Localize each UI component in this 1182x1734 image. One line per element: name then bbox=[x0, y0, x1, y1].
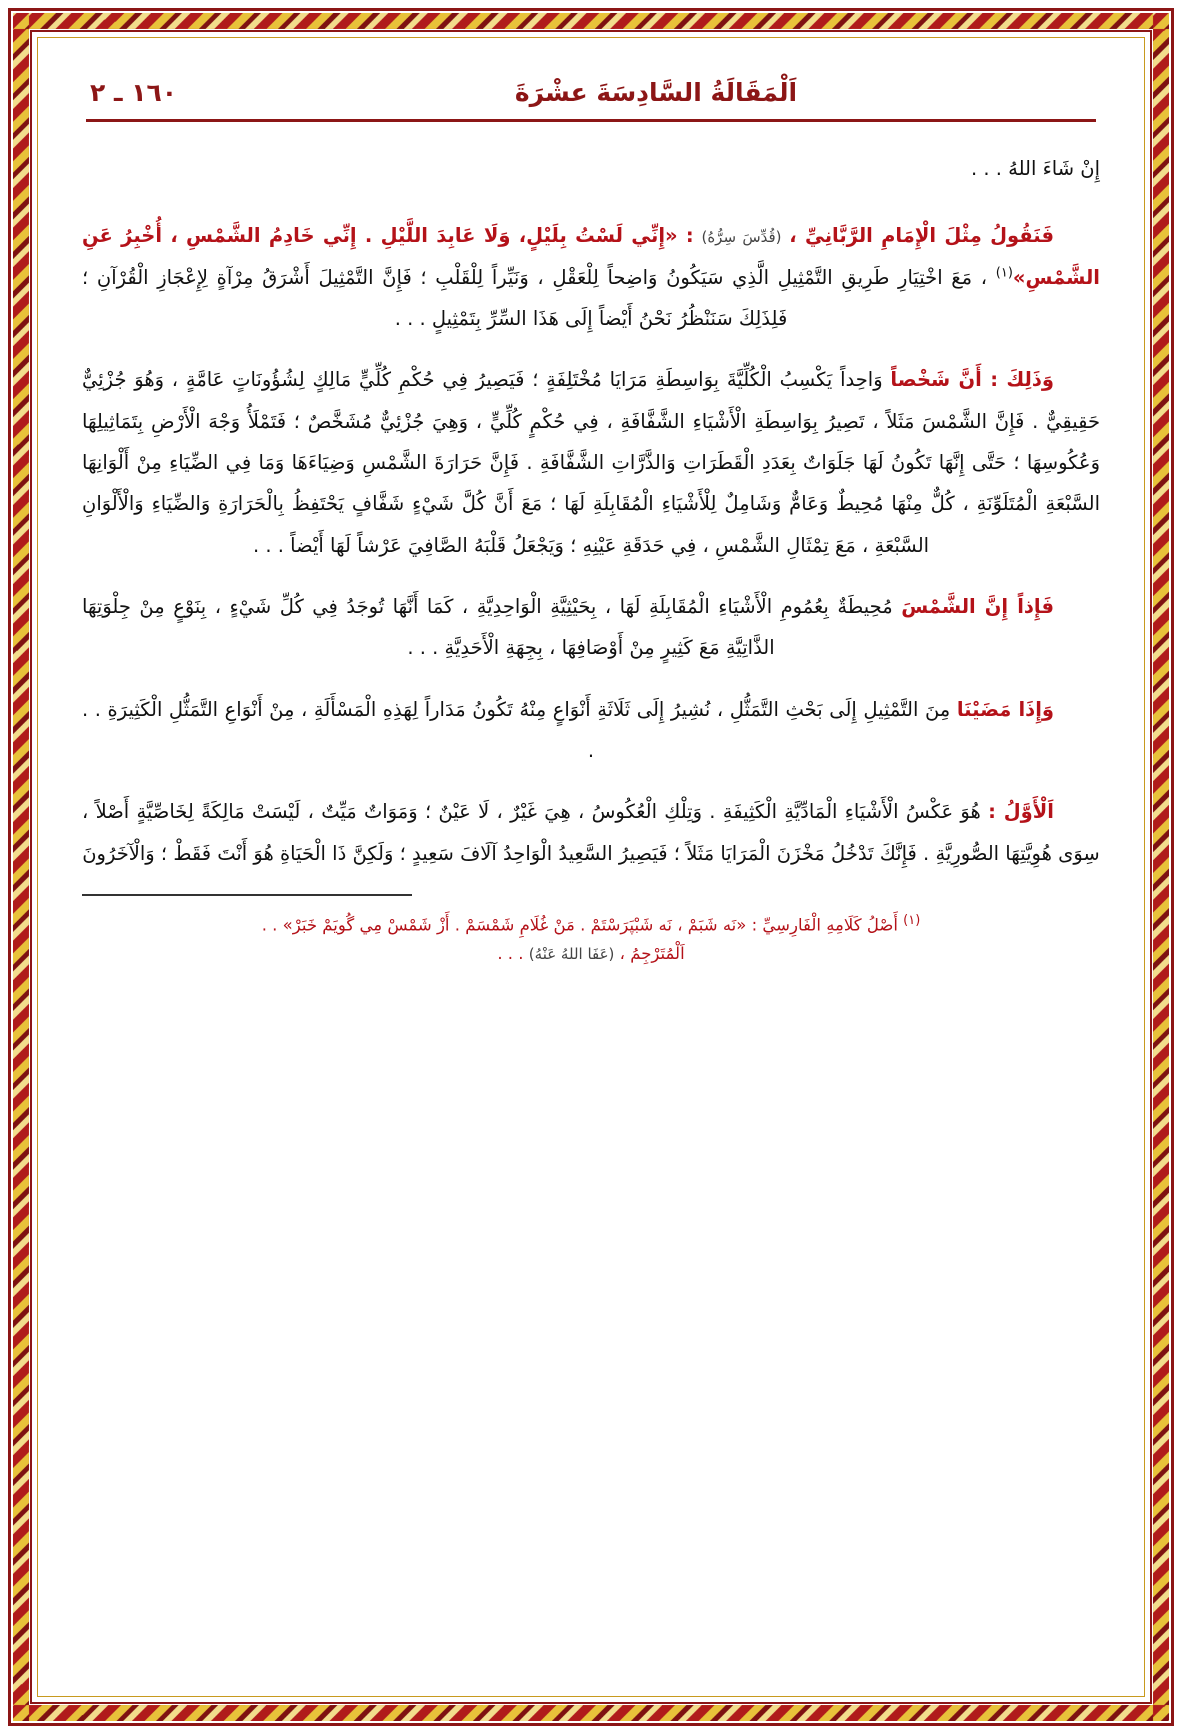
footnote-number: (١) bbox=[903, 912, 921, 928]
footnote-text: أَصْلُ كَلَامِهِ الْفَارِسِيِّ : «نَه شَبَمْ ، نَه شَبْپَرَسْتَمْ . مَنْ غُلَامِ شَمْسَمْ . أَزْ شَمْسْ مِي گُويَمْ خَبَرْ» . . bbox=[261, 915, 898, 935]
paragraph-4-lead: فَإِذاً إِنَّ الشَّمْسَ bbox=[901, 594, 1054, 618]
footnote-signature-seal: (عَفَا اللهُ عَنْهُ) bbox=[528, 944, 615, 963]
paragraph-2-lead: فَنَقُولُ مِثْلَ الْإِمَامِ الرَّبَّانِيِّ ، bbox=[789, 224, 1055, 248]
page-number: ١٦٠ ـ ٢ bbox=[90, 78, 177, 107]
paragraph-3-lead: وَذَلِكَ : أَنَّ شَخْصاً bbox=[890, 368, 1054, 392]
paragraph-4 bbox=[82, 586, 1100, 669]
body-text bbox=[82, 148, 1100, 874]
footnote-signature-name: اَلْمُتَرْجِمُ ، bbox=[619, 943, 685, 963]
page-content bbox=[46, 46, 1136, 1688]
paragraph-3-rest: وَاحِداً يَكْسِبُ الْكُلِّيَّةَ بِوَاسِطَةِ مَرَايَا مُخْتَلِفَةٍ ؛ فَيَصِيرُ فِي حُكْمِ كُلِّيٍّ مَالِكٍ لِشُؤُونَاتٍ عَامَّةٍ ، وَهُوَ جُزْئِيٌّ حَقِيقِيٌّ . فَإِنَّ الشَّمْسَ مَثَلاً ، تَصِيرُ بِوَاسِطَةِ الْأَشْيَاءِ الشَّفَّافَةِ ، فِي حُكْمٍ كُلِّيٍّ ، وَهِيَ جُزْئِيٌّ مُشَخَّصٌ ؛ فَتَمْلَأُ وَجْهَ الْأَرْضِ بِتَمَاثِيلِهَا وَعُكُوسِهَا ؛ حَتَّى إِنَّهَا تَكُونُ لَهَا جَلَوَاتٌ بِعَدَدِ الْقَطَرَاتِ وَالذَّرَّاتِ الشَّفَّافَةِ . فَإِنَّ حَرَارَةَ الشَّمْسِ وَضِيَاءَهَا وَمَا فِي الضِّيَاءِ مِنْ أَلْوَانِهَا السَّبْعَةِ الْمُتَلَوِّنَةِ ، كُلٌّ مِنْهَا مُحِيطٌ وَعَامٌّ وَشَامِلٌ لِلْأَشْيَاءِ الْمُقَابِلَةِ لَهَا ؛ مَعَ أَنَّ كُلَّ شَيْءٍ شَفَّافٍ يَحْتَفِظُ بِالْحَرَارَةِ وَالضِّيَاءِ وَالْأَلْوَانِ السَّبْعَةِ ، مَعَ تِمْثَالِ الشَّمْسِ ، فِي حَدَقَةِ عَيْنِهِ ؛ وَيَجْعَلُ قَلْبَهُ الصَّافِيَ عَرْشاً لَهَا أَيْضاً . . . bbox=[82, 368, 1100, 557]
paragraph-6-rest: هُوَ عَكْسُ الْأَشْيَاءِ الْمَادِّيَّةِ الْكَثِيفَةِ . وَتِلْكِ الْعُكُوسُ ، هِيَ غَيْرٌ ، لَا عَيْنٌ ؛ وَمَوَاتٌ مَيِّتٌ ، لَيْسَتْ مَالِكَةً لِخَاصِّيَّةٍ أَصْلاً ، سِوَى هُوِيَّتِهَا الصُّورِيَّةِ . فَإِنَّكَ تَدْخُلُ مَخْزَنَ الْمَرَايَا مَثَلاً ؛ فَيَصِيرُ السَّعِيدُ الْوَاحِدُ آلَافَ سَعِيدٍ ؛ وَلَكِنَّ ذَا الْحَيَاةِ هُوَ أَنْتَ فَقَطْ ؛ وَالْآخَرُونَ bbox=[82, 800, 1100, 865]
paragraph-5-rest: مِنَ التَّمْثِيلِ إِلَى بَحْثِ التَّمَثُّلِ ، نُشِيرُ إِلَى ثَلَاثَةِ أَنْوَاعٍ مِنْهُ تَكُونُ مَدَاراً لِهَذِهِ الْمَسْأَلَةِ ، مِنْ أَنْوَاعِ التَّمَثُّلِ الْكَثِيرَةِ . . . bbox=[82, 697, 951, 762]
paragraph-3 bbox=[82, 359, 1100, 566]
footnote-signature bbox=[82, 944, 1100, 963]
chapter-title: اَلْمَقَالَةُ السَّادِسَةَ عشْرَةَ bbox=[514, 78, 798, 107]
page-header bbox=[82, 72, 1100, 107]
paragraph-5 bbox=[82, 689, 1100, 772]
paragraph-6 bbox=[82, 791, 1100, 874]
paragraph-5-lead: وَإِذَا مَضَيْنَا bbox=[956, 697, 1054, 721]
footnote-marker: (١) bbox=[995, 265, 1013, 281]
footnote bbox=[82, 908, 1100, 942]
paragraph-1-text: إِنْ شَاءَ اللهُ . . . bbox=[970, 157, 1100, 180]
paragraph-4-rest: مُحِيطَةٌ بِعُمُومِ الْأَشْيَاءِ الْمُقَابِلَةِ لَهَا ، بِحَيْثِيَّةِ الْوَاحِدِيَّةِ ، كَمَا أَنَّهَا تُوجَدُ فِي كُلِّ شَيْءٍ ، بِنَوْعٍ مِنْ جِلْوَتِهَا الذَّاتِيَّةِ مَعَ كَثِيرٍ مِنْ أَوْصَافِهَا ، بِجِهَةِ الْأَحَدِيَّةِ . . . bbox=[82, 594, 893, 660]
footnote-divider bbox=[82, 894, 412, 896]
paragraph-1 bbox=[82, 148, 1100, 189]
paragraph-6-lead: اَلْأَوَّلُ : bbox=[988, 800, 1054, 824]
paragraph-2-rest: ، مَعَ اخْتِيَارِ طَرِيقِ التَّمْثِيلِ الَّذِي سَيَكُونُ وَاضِحاً لِلْعَقْلِ ، وَنَيِّراً لِلْقَلْبِ ؛ فَإِنَّ التَّمْثِيلَ أَشْرَقُ مِرْآةٍ لِإِعْجَازِ الْقُرْآنِ ؛ فَلِذَلِكَ سَنَنْظُرُ نَحْنُ أَيْضاً إِلَى هَذَا السِّرِّ بِتَمْثِيلٍ . . . bbox=[82, 265, 988, 330]
paragraph-2 bbox=[82, 215, 1100, 339]
footnote-signature-tail: . . . bbox=[497, 943, 524, 963]
header-divider bbox=[86, 119, 1096, 122]
paragraph-2-quote: : «إِنِّي لَسْتُ بِلَيْلٍ، وَلَا عَابِدَ اللَّيْلِ . إِنِّي خَادِمُ الشَّمْسِ ، أُخْبِرُ عَنِ الشَّمْسِ» bbox=[82, 224, 1100, 289]
honorific-seal: (قُدِّسَ سِرُّهُ) bbox=[701, 228, 782, 247]
